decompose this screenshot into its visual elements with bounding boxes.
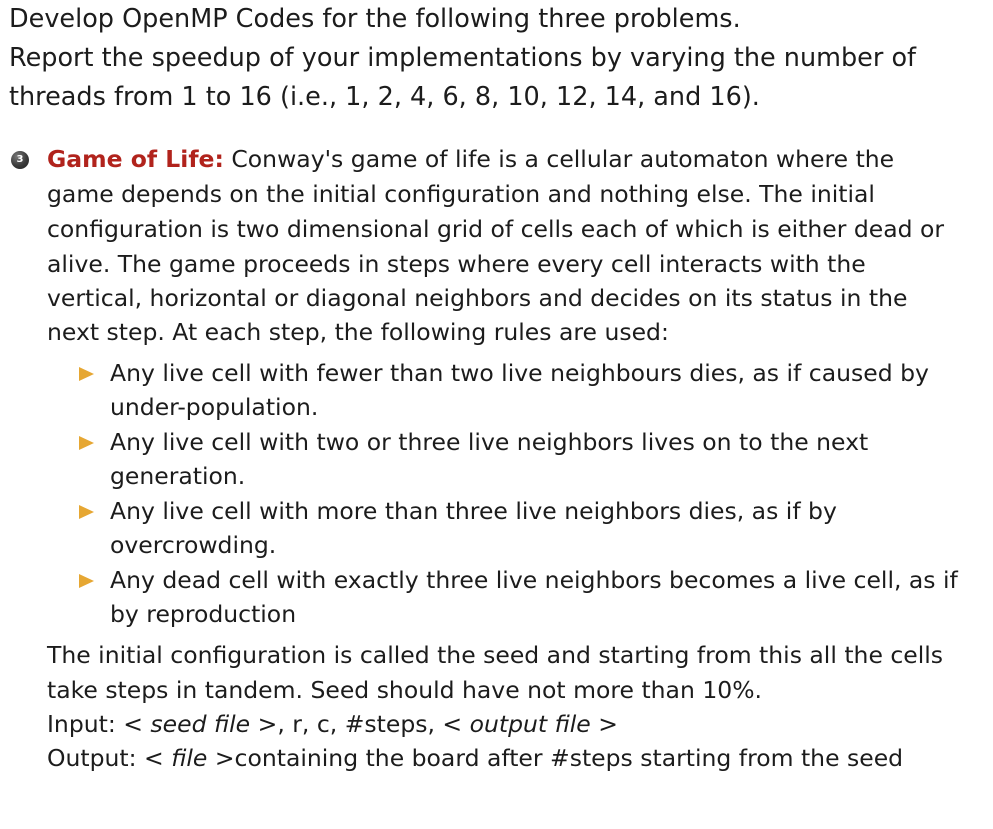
triangle-bullet-icon [79, 436, 94, 450]
output-file-open: < [144, 744, 172, 772]
intro-line: Develop OpenMP Codes for the following three problems. [9, 4, 741, 34]
input-output-open: < [442, 710, 470, 738]
input-seed-file: seed file [150, 710, 251, 738]
problem-line: vertical, horizontal or diagonal neighbors and decides on its status in the [47, 284, 908, 312]
seed-line: The initial configuration is called the seed and starting from this all the cells [47, 641, 944, 669]
input-seed-close: > [250, 710, 278, 738]
output-label: Output: [47, 744, 145, 772]
problem-line [47, 145, 894, 173]
output-spec [47, 744, 903, 772]
problem-line: alive. The game proceeds in steps where every cell interacts with the [47, 250, 866, 278]
intro-line: Report the speedup of your implementations by varying the number of [9, 43, 917, 73]
seed-line: take steps in tandem. Seed should have not more than 10%. [47, 676, 763, 704]
rule-text: under-population. [110, 393, 319, 421]
rule-text: overcrowding. [110, 531, 277, 559]
input-output-close: > [590, 710, 618, 738]
problem-description: Conway's game of life is a cellular automaton where the [231, 145, 895, 173]
rule-text: Any live cell with more than three live neighbors dies, as if by [110, 497, 837, 525]
rule-text: by reproduction [110, 600, 297, 628]
intro-line: threads from 1 to 16 (i.e., 1, 2, 4, 6, 8, 10, 12, 14, and 16). [9, 82, 760, 112]
rule-text: Any dead cell with exactly three live neighbors becomes a live cell, as if [110, 566, 958, 594]
rule-text: generation. [110, 462, 246, 490]
output-file: file [171, 744, 208, 772]
problem-title: Game of Life: [47, 145, 224, 173]
triangle-bullet-icon [79, 505, 94, 519]
output-description: containing the board after #steps starting from the seed [234, 744, 904, 772]
problem-line: next step. At each step, the following rules are used: [47, 318, 669, 346]
rule-text: Any live cell with two or three live neighbors lives on to the next [110, 428, 869, 456]
intro-text [9, 0, 984, 117]
input-spec [47, 710, 618, 738]
input-seed-open: < [123, 710, 151, 738]
problem-line: game depends on the initial configuration and nothing else. The initial [47, 180, 875, 208]
rule-text: Any live cell with fewer than two live neighbours dies, as if caused by [110, 359, 929, 387]
input-params: , r, c, #steps, [277, 710, 443, 738]
output-file-close: > [207, 744, 235, 772]
triangle-bullet-icon [79, 574, 94, 588]
problem-line: configuration is two dimensional grid of cells each of which is either dead or [47, 215, 945, 243]
input-output-file: output file [469, 710, 591, 738]
problem-number-bullet-icon: 3 [11, 151, 29, 169]
triangle-bullet-icon [79, 367, 94, 381]
input-label: Input: [47, 710, 124, 738]
